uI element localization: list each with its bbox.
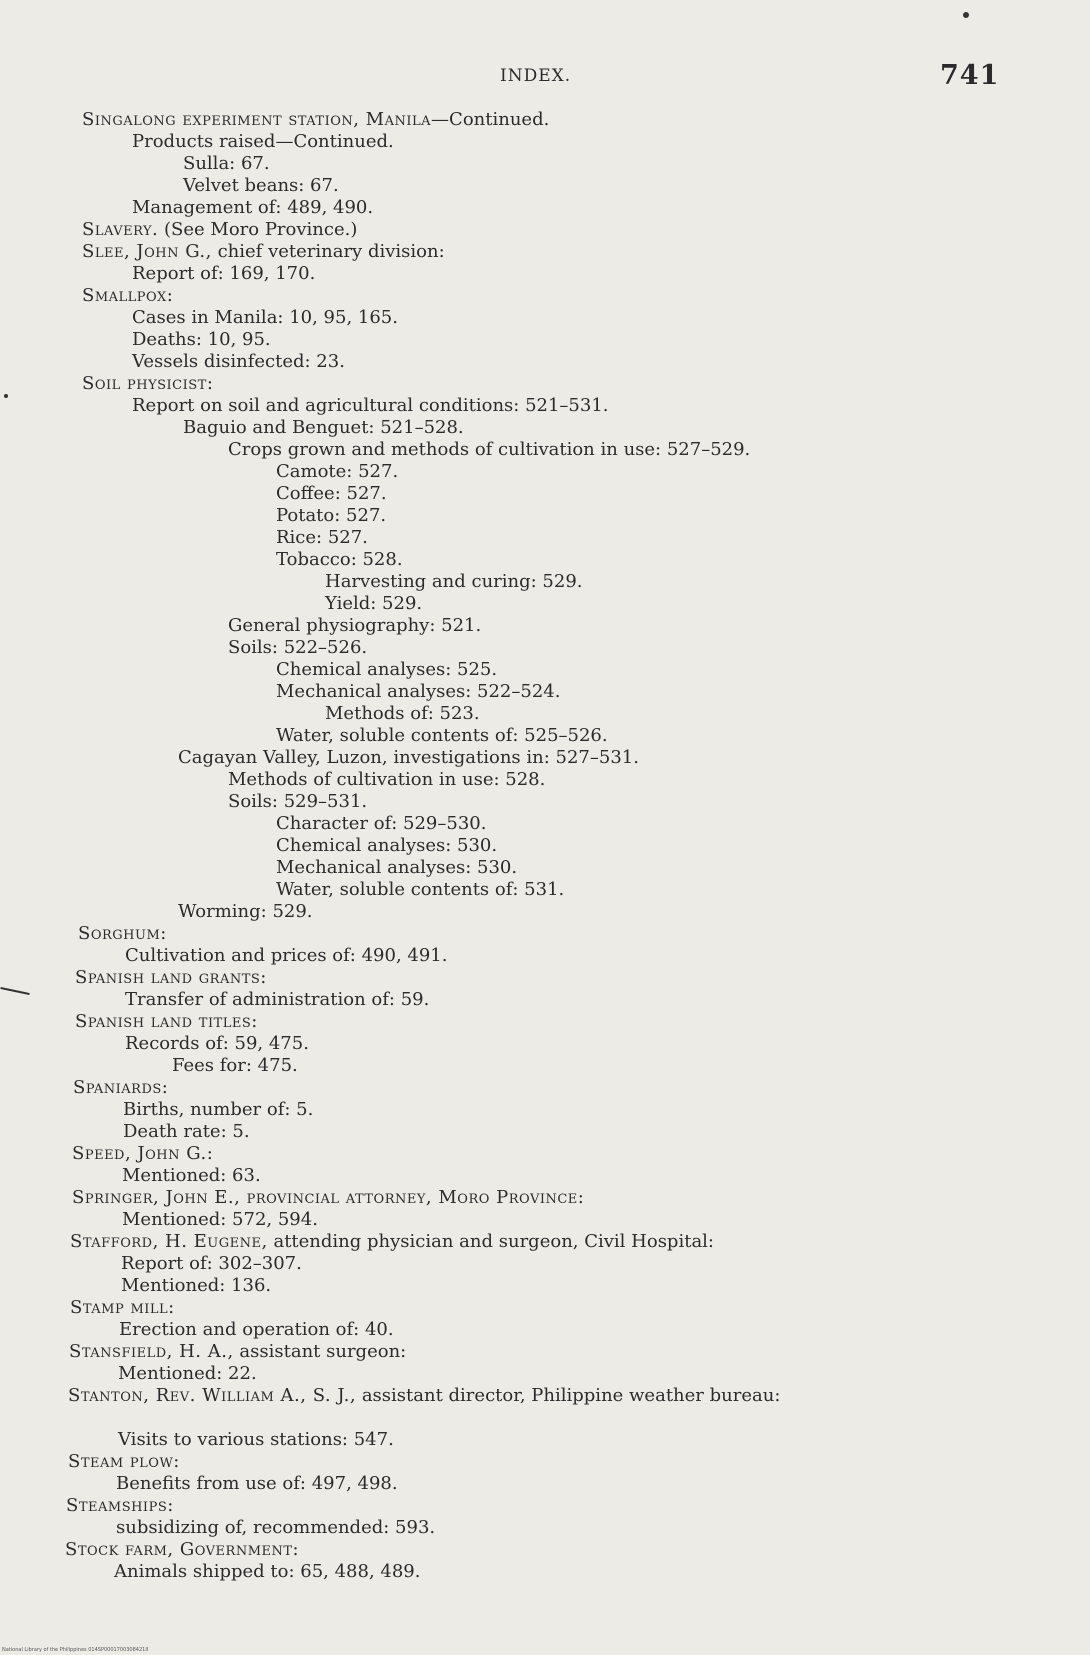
index-entry: Soils: 522–526. <box>228 637 368 658</box>
index-entry: Cases in Manila: 10, 95, 165. <box>132 307 398 328</box>
index-entry: Stafford, H. Eugene, attending physician and surgeon, Civil Hospital: <box>70 1231 714 1252</box>
index-entry: Mechanical analyses: 522–524. <box>276 681 561 702</box>
index-entry: Springer, John E., provincial attorney, Moro Province: <box>72 1187 585 1208</box>
index-entry: Records of: 59, 475. <box>125 1033 309 1054</box>
index-entry: Water, soluble contents of: 531. <box>276 879 565 900</box>
scan-speck <box>963 12 969 18</box>
index-entry: Potato: 527. <box>276 505 387 526</box>
index-entry: Yield: 529. <box>325 593 423 614</box>
index-entry: Death rate: 5. <box>123 1121 250 1142</box>
index-entry: Baguio and Benguet: 521–528. <box>183 417 464 438</box>
index-entry: Steamships: <box>66 1495 174 1516</box>
index-entry: Visits to various stations: 547. <box>118 1429 394 1450</box>
index-entry: Benefits from use of: 497, 498. <box>116 1473 398 1494</box>
index-entry: Sulla: 67. <box>183 153 270 174</box>
scan-speck <box>4 394 8 398</box>
index-entry: Stanton, Rev. William A., S. J., assistant director, Philippine weather bureau: <box>68 1385 781 1406</box>
index-entry: Speed, John G.: <box>72 1143 214 1164</box>
index-entry: Transfer of administration of: 59. <box>125 989 430 1010</box>
page-header <box>0 60 1090 100</box>
index-entry: Spanish land grants: <box>75 967 267 988</box>
index-entry: Spaniards: <box>73 1077 169 1098</box>
index-entry: Chemical analyses: 530. <box>276 835 498 856</box>
index-entry: Mechanical analyses: 530. <box>276 857 518 878</box>
index-entry: Vessels disinfected: 23. <box>132 351 345 372</box>
index-entry: Cultivation and prices of: 490, 491. <box>125 945 448 966</box>
page-number: 741 <box>940 60 1000 91</box>
index-entry: Steam plow: <box>68 1451 180 1472</box>
index-entry: Mentioned: 22. <box>118 1363 257 1384</box>
index-entry: Water, soluble contents of: 525–526. <box>276 725 608 746</box>
running-title: INDEX. <box>500 66 572 86</box>
index-entry: Soils: 529–531. <box>228 791 368 812</box>
index-entry: Cagayan Valley, Luzon, investigations in: 527–531. <box>178 747 639 768</box>
index-entry: Births, number of: 5. <box>123 1099 314 1120</box>
index-entry: subsidizing of, recommended: 593. <box>116 1517 436 1538</box>
index-entry: Mentioned: 63. <box>122 1165 261 1186</box>
index-entry: Soil physicist: <box>82 373 214 394</box>
index-entry: Mentioned: 572, 594. <box>122 1209 318 1230</box>
scan-credit: National Library of the Philippines 014SP0001700308421II <box>2 1647 149 1653</box>
index-entry: Singalong experiment station, Manila—Continued. <box>82 109 550 130</box>
index-entry: Animals shipped to: 65, 488, 489. <box>114 1561 421 1582</box>
index-entry: Worming: 529. <box>178 901 313 922</box>
index-entry: Stamp mill: <box>70 1297 175 1318</box>
index-entry: Velvet beans: 67. <box>183 175 339 196</box>
index-entry: Deaths: 10, 95. <box>132 329 271 350</box>
index-entry: General physiography: 521. <box>228 615 482 636</box>
index-entry: Rice: 527. <box>276 527 368 548</box>
index-entry: Methods of: 523. <box>325 703 480 724</box>
index-entry: Camote: 527. <box>276 461 399 482</box>
index-entry: Chemical analyses: 525. <box>276 659 498 680</box>
scan-mark <box>0 987 30 995</box>
index-entry: Tobacco: 528. <box>276 549 403 570</box>
index-entry: Erection and operation of: 40. <box>119 1319 394 1340</box>
index-entry: Report on soil and agricultural conditions: 521–531. <box>132 395 609 416</box>
index-entry: Products raised—Continued. <box>132 131 394 152</box>
index-entry: Crops grown and methods of cultivation in use: 527–529. <box>228 439 751 460</box>
index-entry: Spanish land titles: <box>75 1011 258 1032</box>
index-entry: Methods of cultivation in use: 528. <box>228 769 546 790</box>
index-entry: Smallpox: <box>82 285 174 306</box>
index-entry: Management of: 489, 490. <box>132 197 374 218</box>
index-entry: Slee, John G., chief veterinary division: <box>82 241 445 262</box>
index-entry: Report of: 169, 170. <box>132 263 316 284</box>
index-entry: Harvesting and curing: 529. <box>325 571 583 592</box>
index-entry: Coffee: 527. <box>276 483 387 504</box>
index-entry: Fees for: 475. <box>172 1055 298 1076</box>
index-entry: Mentioned: 136. <box>121 1275 272 1296</box>
index-entry: Stansfield, H. A., assistant surgeon: <box>69 1341 407 1362</box>
index-entry: Stock farm, Government: <box>65 1539 300 1560</box>
index-entry: Character of: 529–530. <box>276 813 487 834</box>
index-entry: Slavery. (See Moro Province.) <box>82 219 358 240</box>
index-entry: Sorghum: <box>78 923 167 944</box>
index-entry: Report of: 302–307. <box>121 1253 302 1274</box>
